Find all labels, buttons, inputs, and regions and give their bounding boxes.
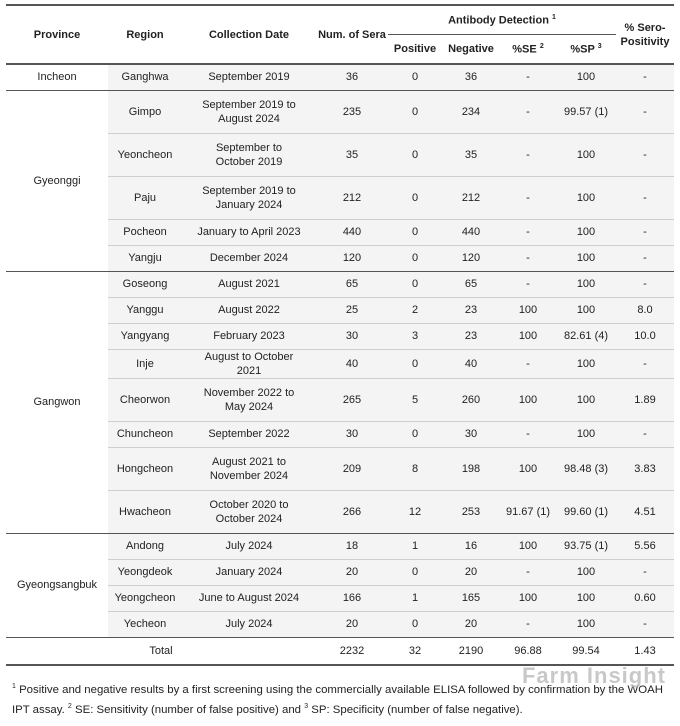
date-cell: July 2024: [182, 533, 316, 559]
sp-cell: 93.75 (1): [556, 533, 616, 559]
se-cell: -: [500, 90, 556, 133]
neg-cell: 40: [442, 349, 500, 378]
sero-cell: -: [616, 559, 674, 585]
sp-cell: 99.60 (1): [556, 490, 616, 533]
sera-cell: 440: [316, 219, 388, 245]
pos-cell: 12: [388, 490, 442, 533]
antibody-detection-header: [388, 5, 616, 35]
se-cell: 100: [500, 378, 556, 421]
total-sera: 2232: [316, 637, 388, 665]
region-cell: Hongcheon: [108, 447, 182, 490]
se-cell: 100: [500, 323, 556, 349]
se-cell: 91.67 (1): [500, 490, 556, 533]
pos-cell: 5: [388, 378, 442, 421]
sero-cell: 10.0: [616, 323, 674, 349]
sp-cell: 100: [556, 176, 616, 219]
sero-cell: -: [616, 349, 674, 378]
total-neg: 2190: [442, 637, 500, 665]
se-cell: -: [500, 245, 556, 271]
pos-cell: 0: [388, 64, 442, 90]
sero-cell: -: [616, 90, 674, 133]
table-body: [6, 64, 674, 637]
region-cell: Yeongcheon: [108, 585, 182, 611]
footnote-sup-1: 1: [12, 682, 16, 690]
sp-cell: 100: [556, 378, 616, 421]
sera-cell: 18: [316, 533, 388, 559]
antibody-sup: 1: [552, 13, 556, 21]
sera-cell: 40: [316, 349, 388, 378]
date-cell: September to October 2019: [182, 133, 316, 176]
pos-cell: 0: [388, 245, 442, 271]
sero-cell: 0.60: [616, 585, 674, 611]
sero-cell: 8.0: [616, 297, 674, 323]
sero-cell: 1.89: [616, 378, 674, 421]
se-cell: 100: [500, 297, 556, 323]
sero-cell: -: [616, 611, 674, 637]
region-cell: Gimpo: [108, 90, 182, 133]
pos-cell: 0: [388, 559, 442, 585]
sera-cell: 30: [316, 323, 388, 349]
region-cell: Paju: [108, 176, 182, 219]
date-cell: September 2019 to August 2024: [182, 90, 316, 133]
sera-cell: 235: [316, 90, 388, 133]
region-cell: Yeongdeok: [108, 559, 182, 585]
footnote-text-2: SE: Sensitivity (number of false positive) and: [71, 704, 305, 717]
pos-cell: 0: [388, 90, 442, 133]
neg-cell: 253: [442, 490, 500, 533]
date-cell: June to August 2024: [182, 585, 316, 611]
province-cell: Incheon: [6, 64, 108, 90]
se-cell: -: [500, 64, 556, 90]
neg-cell: 30: [442, 421, 500, 447]
se-cell: -: [500, 349, 556, 378]
date-cell: September 2019: [182, 64, 316, 90]
sero-cell: -: [616, 64, 674, 90]
sera-cell: 20: [316, 611, 388, 637]
positive-header: Positive: [393, 43, 437, 55]
sera-cell: 36: [316, 64, 388, 90]
region-cell: Hwacheon: [108, 490, 182, 533]
sp-cell: 100: [556, 585, 616, 611]
date-cell: October 2020 to October 2024: [182, 490, 316, 533]
region-cell: Yanggu: [108, 297, 182, 323]
footnote-text-3: SP: Specificity (number of false negative).: [308, 704, 523, 717]
region-cell: Yecheon: [108, 611, 182, 637]
date-cell: February 2023: [182, 323, 316, 349]
sp-cell: 100: [556, 245, 616, 271]
sera-cell: 20: [316, 559, 388, 585]
total-se: 96.88: [500, 637, 556, 665]
table-row: [6, 90, 674, 133]
region-cell: Yeoncheon: [108, 133, 182, 176]
sero-positivity-header: % Sero-Positivity: [620, 21, 670, 48]
date-cell: December 2024: [182, 245, 316, 271]
sero-cell: -: [616, 271, 674, 297]
neg-cell: 260: [442, 378, 500, 421]
pos-cell: 0: [388, 133, 442, 176]
se-cell: -: [500, 611, 556, 637]
region-cell: Inje: [108, 349, 182, 378]
pos-cell: 1: [388, 585, 442, 611]
date-cell: November 2022 to May 2024: [182, 378, 316, 421]
sera-cell: 30: [316, 421, 388, 447]
sp-cell: 100: [556, 219, 616, 245]
se-cell: -: [500, 176, 556, 219]
collection-date-header: Collection Date: [208, 28, 290, 41]
sp-cell: 82.61 (4): [556, 323, 616, 349]
sero-table: [6, 4, 674, 666]
sp-cell: 100: [556, 133, 616, 176]
region-cell: Pocheon: [108, 219, 182, 245]
region-cell: Yangyang: [108, 323, 182, 349]
sp-cell: 100: [556, 611, 616, 637]
total-sp: 99.54: [556, 637, 616, 665]
sera-cell: 209: [316, 447, 388, 490]
neg-cell: 23: [442, 297, 500, 323]
sero-cell: 4.51: [616, 490, 674, 533]
se-sup: 2: [539, 42, 544, 50]
province-cell: Gyeongsangbuk: [6, 533, 108, 637]
sero-cell: -: [616, 133, 674, 176]
pos-cell: 8: [388, 447, 442, 490]
se-cell: 100: [500, 447, 556, 490]
province-cell: Gyeonggi: [6, 90, 108, 271]
se-cell: -: [500, 421, 556, 447]
negative-header: Negative: [448, 43, 494, 55]
pos-cell: 0: [388, 176, 442, 219]
footnote-sup-3: 3: [304, 703, 309, 711]
province-cell: Gangwon: [6, 271, 108, 533]
total-sero: 1.43: [616, 637, 674, 665]
region-cell: Ganghwa: [108, 64, 182, 90]
sp-cell: 100: [556, 297, 616, 323]
neg-cell: 36: [442, 64, 500, 90]
neg-cell: 20: [442, 559, 500, 585]
antibody-detection-label: Antibody Detection: [448, 14, 549, 27]
sp-cell: 100: [556, 64, 616, 90]
pos-cell: 3: [388, 323, 442, 349]
neg-cell: 20: [442, 611, 500, 637]
pos-cell: 0: [388, 611, 442, 637]
footnote-text-1: Positive and negative results by a first screening using the commercially available ELISA followed by confirmation by the WOAH IPT assay.: [12, 683, 663, 717]
neg-cell: 198: [442, 447, 500, 490]
region-cell: Yangju: [108, 245, 182, 271]
table-total: [6, 637, 674, 665]
pos-cell: 0: [388, 421, 442, 447]
region-cell: Cheorwon: [108, 378, 182, 421]
table-row: [6, 533, 674, 559]
region-header: Region: [126, 28, 164, 41]
sp-header: [556, 35, 616, 65]
total-pos: 32: [388, 637, 442, 665]
se-cell: -: [500, 271, 556, 297]
se-cell: 100: [500, 585, 556, 611]
sero-cell: -: [616, 245, 674, 271]
neg-cell: 23: [442, 323, 500, 349]
sero-cell: -: [616, 219, 674, 245]
se-header: [500, 35, 556, 65]
num-sera-header: Num. of Sera: [318, 28, 386, 41]
sp-cell: 98.48 (3): [556, 447, 616, 490]
date-cell: January to April 2023: [182, 219, 316, 245]
neg-cell: 440: [442, 219, 500, 245]
sp-cell: 100: [556, 421, 616, 447]
watermark-logo: Farm Insight: [521, 663, 666, 688]
sera-cell: 166: [316, 585, 388, 611]
region-cell: Goseong: [108, 271, 182, 297]
sera-cell: 265: [316, 378, 388, 421]
sera-cell: 65: [316, 271, 388, 297]
sero-cell: -: [616, 176, 674, 219]
date-cell: July 2024: [182, 611, 316, 637]
table-row: [6, 271, 674, 297]
table-container: [6, 0, 674, 719]
sero-cell: 5.56: [616, 533, 674, 559]
sera-cell: 120: [316, 245, 388, 271]
neg-cell: 35: [442, 133, 500, 176]
sp-label: %SP: [570, 43, 595, 56]
date-cell: August 2022: [182, 297, 316, 323]
neg-cell: 212: [442, 176, 500, 219]
sera-cell: 212: [316, 176, 388, 219]
pos-cell: 0: [388, 271, 442, 297]
date-cell: August 2021 to November 2024: [182, 447, 316, 490]
date-cell: September 2019 to January 2024: [182, 176, 316, 219]
pos-cell: 1: [388, 533, 442, 559]
sp-sup: 3: [597, 42, 602, 50]
province-header: Province: [33, 28, 81, 41]
total-row: [6, 637, 674, 665]
neg-cell: 165: [442, 585, 500, 611]
se-cell: -: [500, 219, 556, 245]
neg-cell: 16: [442, 533, 500, 559]
region-cell: Chuncheon: [108, 421, 182, 447]
date-cell: August 2021: [182, 271, 316, 297]
se-cell: 100: [500, 533, 556, 559]
total-label: Total: [6, 637, 316, 665]
footnote-sup-2: 2: [67, 703, 72, 711]
sero-cell: 3.83: [616, 447, 674, 490]
pos-cell: 0: [388, 219, 442, 245]
se-cell: -: [500, 559, 556, 585]
table-header: [6, 5, 674, 64]
neg-cell: 234: [442, 90, 500, 133]
neg-cell: 65: [442, 271, 500, 297]
sera-cell: 266: [316, 490, 388, 533]
sera-cell: 25: [316, 297, 388, 323]
sp-cell: 100: [556, 559, 616, 585]
sp-cell: 100: [556, 271, 616, 297]
se-cell: -: [500, 133, 556, 176]
date-cell: August to October 2021: [182, 349, 316, 378]
sero-cell: -: [616, 421, 674, 447]
region-cell: Andong: [108, 533, 182, 559]
se-label: %SE: [512, 43, 537, 56]
table-row: [6, 64, 674, 90]
pos-cell: 2: [388, 297, 442, 323]
date-cell: January 2024: [182, 559, 316, 585]
date-cell: September 2022: [182, 421, 316, 447]
neg-cell: 120: [442, 245, 500, 271]
sp-cell: 99.57 (1): [556, 90, 616, 133]
pos-cell: 0: [388, 349, 442, 378]
sp-cell: 100: [556, 349, 616, 378]
sera-cell: 35: [316, 133, 388, 176]
